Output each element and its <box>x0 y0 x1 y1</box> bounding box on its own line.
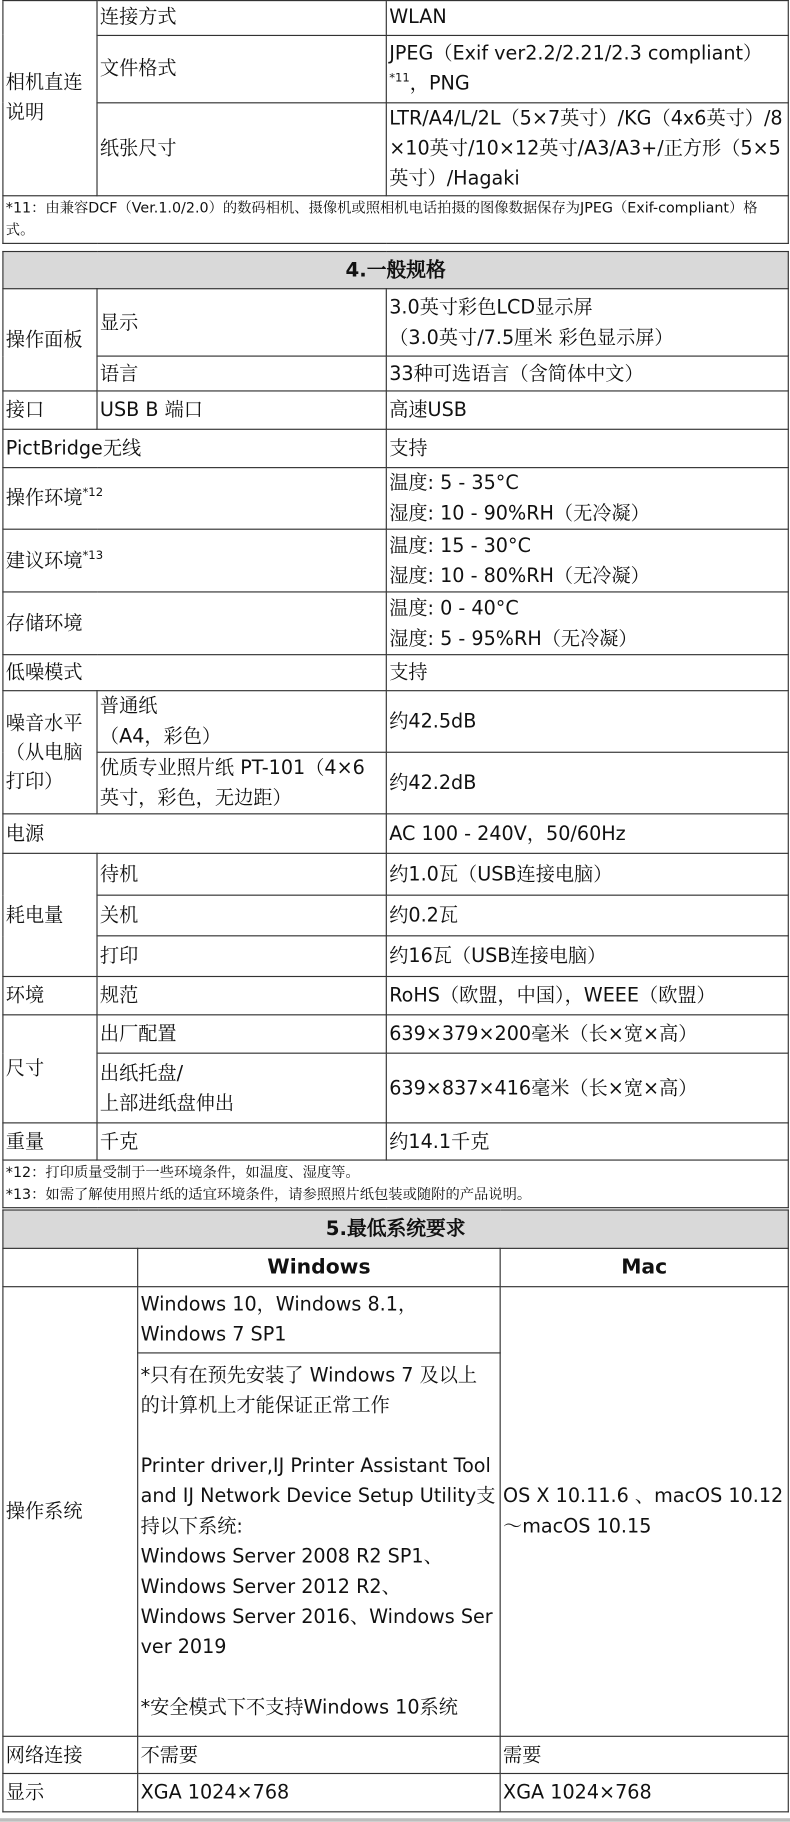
store-env-value <box>386 592 788 655</box>
op-env-temp: 温度: 5 - 35°C <box>389 471 519 494</box>
col-header-windows: Windows <box>138 1248 500 1286</box>
consumption-label: 耗电量 <box>3 853 97 976</box>
noise-plain-value: 约42.5dB <box>386 691 788 753</box>
network-label: 网络连接 <box>3 1736 138 1773</box>
store-env-temp: 温度: 0 - 40°C <box>389 596 519 619</box>
mac-os: OS X 10.11.6 、macOS 10.12～macOS 10.15 <box>500 1287 788 1737</box>
noise-photo-value: 约42.2dB <box>386 752 788 814</box>
footnote-ref-13: *13 <box>82 548 104 562</box>
paper-size-label: 纸张尺寸 <box>97 102 386 195</box>
file-format-label: 文件格式 <box>97 35 386 102</box>
noise-photo-label: 优质专业照片纸 PT-101（4×6英寸，彩色，无边距） <box>97 752 386 814</box>
power-label: 电源 <box>3 814 386 854</box>
env-label: 环境 <box>3 976 97 1014</box>
weight-value: 约14.1千克 <box>386 1123 788 1160</box>
display-label: 显示 <box>97 289 386 356</box>
win-server-l3: Windows Server 2016、Windows Server 2019 <box>140 1605 493 1658</box>
reg-value: RoHS（欧盟，中国），WEEE（欧盟） <box>386 976 788 1014</box>
network-win: 不需要 <box>138 1736 500 1773</box>
display-req-label: 显示 <box>3 1773 138 1811</box>
camera-group-label: 相机直连说明 <box>3 0 97 195</box>
panel-label: 操作面板 <box>3 289 97 391</box>
op-env-hum: 湿度: 10 - 90%RH（无冷凝） <box>389 501 650 524</box>
print-value: 约16瓦（USB连接电脑） <box>386 936 788 977</box>
section-title-system: 5.最低系统要求 <box>3 1210 788 1248</box>
system-req-table <box>2 1209 789 1812</box>
win-note-1: *只有在预先安装了 Windows 7 及以上 的计算机上才能保证正常工作 <box>140 1363 478 1417</box>
display-line-2: （3.0英寸/7.5厘米 彩色显示屏） <box>389 325 674 348</box>
bottom-divider <box>0 1818 790 1821</box>
os-label: 操作系统 <box>3 1287 138 1737</box>
win-versions-l2: Windows 7 SP1 <box>140 1323 287 1346</box>
op-env-cell <box>3 468 386 530</box>
usb-value: 高速USB <box>386 391 788 429</box>
tray-label-l1: 出纸托盘/ <box>99 1061 184 1084</box>
win-note-3: *安全模式下不支持Windows 10系统 <box>140 1696 458 1719</box>
reg-label: 规范 <box>97 976 386 1014</box>
rec-env-hum: 湿度: 10 - 80%RH（无冷凝） <box>389 564 650 587</box>
language-label: 语言 <box>97 356 386 391</box>
win-server-l2: Windows Server 2012 R2、 <box>140 1575 401 1598</box>
off-label: 关机 <box>97 895 386 936</box>
noise-plain-l2: （A4，彩色） <box>99 724 222 748</box>
quiet-label: 低噪模式 <box>3 655 386 691</box>
kg-label: 千克 <box>97 1123 386 1160</box>
noise-plain-l1: 普通纸 <box>99 694 158 717</box>
general-spec-table <box>2 251 789 1208</box>
connection-value: WLAN <box>386 0 788 35</box>
rec-env-value <box>386 529 788 592</box>
quiet-value: 支持 <box>386 655 788 691</box>
network-mac: 需要 <box>500 1736 788 1773</box>
noise-plain-label <box>97 691 386 753</box>
standby-value: 约1.0瓦（USB连接电脑） <box>386 853 788 895</box>
display-mac: XGA 1024×768 <box>500 1773 788 1811</box>
tray-label-l2: 上部进纸盘伸出 <box>99 1091 235 1114</box>
pictbridge-value: 支持 <box>386 429 788 467</box>
print-label: 打印 <box>97 936 386 977</box>
weight-label: 重量 <box>3 1123 97 1160</box>
footnote-ref-12: *12 <box>82 486 104 500</box>
win-notes <box>138 1353 500 1736</box>
op-env-label: 操作环境 <box>5 486 83 509</box>
connection-label: 连接方式 <box>97 0 386 35</box>
footnote-11: *11：由兼容DCF（Ver.1.0/2.0）的数码相机、摄像机或照相机电话拍摄的图像数据保存为JPEG（Exif-compliant）格式。 <box>3 195 788 243</box>
footnotes-12-13 <box>3 1160 788 1208</box>
footnote-ref-11: *11 <box>389 72 410 85</box>
language-value: 33种可选语言（含简体中文） <box>386 356 788 391</box>
store-env-hum: 湿度: 5 - 95%RH（无冷凝） <box>389 626 638 649</box>
pictbridge-label: PictBridge无线 <box>3 429 386 467</box>
rec-env-temp: 温度: 15 - 30°C <box>389 533 531 556</box>
tray-value: 639×837×416毫米（长×宽×高） <box>386 1053 788 1123</box>
file-format-value-2: ，PNG <box>409 72 470 95</box>
noise-label: 噪音水平（从电脑打印） <box>3 691 97 814</box>
section-title-general: 4.一般规格 <box>3 252 788 289</box>
off-value: 约0.2瓦 <box>386 895 788 936</box>
win-versions-l1: Windows 10，Windows 8.1， <box>140 1293 418 1316</box>
standby-label: 待机 <box>97 853 386 895</box>
footnote-12: *12：打印质量受制于一些环境条件，如温度、湿度等。 <box>5 1164 360 1181</box>
rec-env-label: 建议环境 <box>5 548 83 572</box>
win-versions <box>138 1287 500 1353</box>
rec-env-cell <box>3 529 386 592</box>
op-env-value <box>386 468 788 530</box>
factory-label: 出厂配置 <box>97 1015 386 1053</box>
file-format-cell <box>386 35 788 102</box>
power-value: AC 100 - 240V，50/60Hz <box>386 814 788 854</box>
file-format-value: JPEG（Exif ver2.2/2.21/2.3 compliant） <box>389 41 763 64</box>
display-value <box>386 289 788 356</box>
tray-label <box>97 1053 386 1123</box>
win-note-2: Printer driver,IJ Printer Assistant Tool and IJ Network Device Setup Utility支持以下系统: <box>140 1454 496 1538</box>
store-env-label: 存储环境 <box>3 592 386 655</box>
display-win: XGA 1024×768 <box>138 1773 500 1811</box>
paper-size-value: LTR/A4/L/2L（5×7英寸）/KG（4x6英寸）/8×10英寸/10×12英寸/A3/A3+/正方形（5×5英寸）/Hagaki <box>386 102 788 195</box>
display-line-1: 3.0英寸彩色LCD显示屏 <box>389 295 593 318</box>
win-server-l1: Windows Server 2008 R2 SP1、 <box>140 1545 443 1568</box>
factory-value: 639×379×200毫米（长×宽×高） <box>386 1015 788 1053</box>
col-header-mac: Mac <box>500 1248 788 1286</box>
usb-label: USB B 端口 <box>97 391 386 429</box>
camera-spec-table <box>2 0 789 243</box>
footnote-13: *13：如需了解使用照片纸的适宜环境条件，请参照照片纸包装或随附的产品说明。 <box>5 1186 532 1203</box>
size-label: 尺寸 <box>3 1015 97 1123</box>
interface-label: 接口 <box>3 391 97 429</box>
